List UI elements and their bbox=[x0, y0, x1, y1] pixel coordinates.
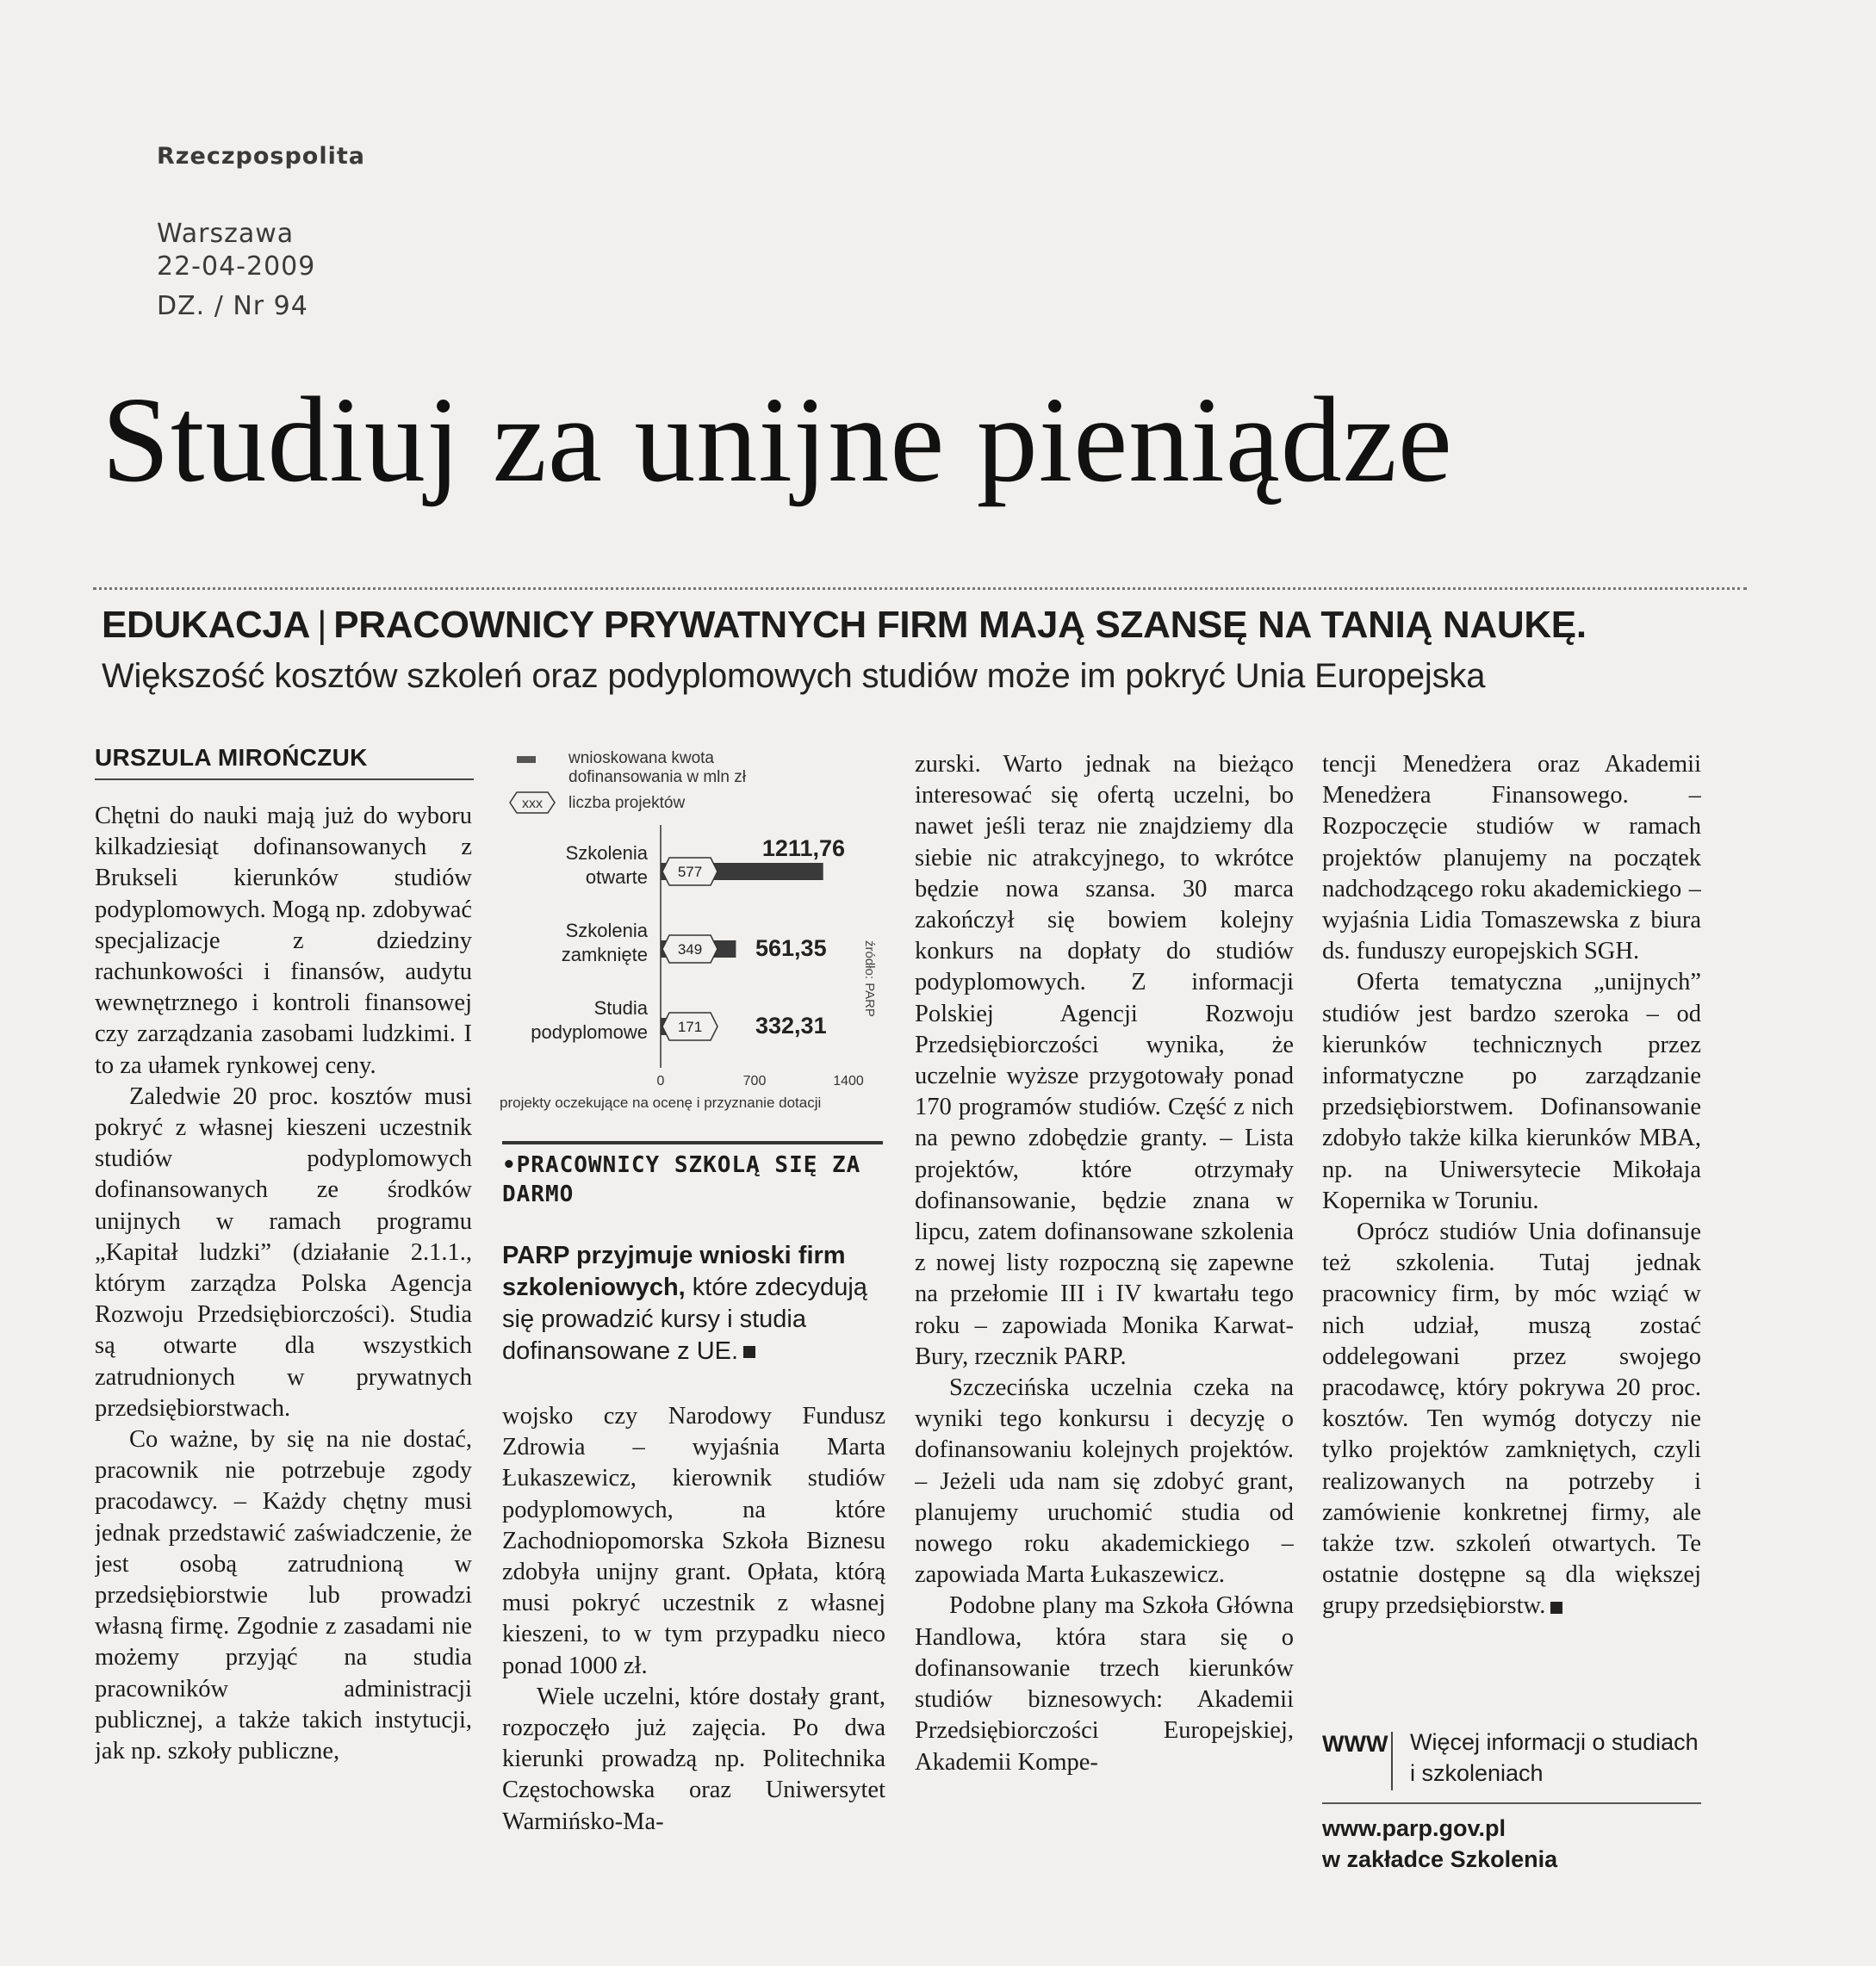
value-label: 1211,76 bbox=[761, 835, 845, 861]
funding-chart bbox=[500, 742, 896, 1121]
category-label: zamknięte bbox=[561, 944, 648, 965]
legend-badge-label: xxx bbox=[522, 797, 543, 811]
project-count-label: 577 bbox=[677, 864, 703, 880]
value-label: 561,35 bbox=[755, 935, 827, 961]
paragraph: tencji Menedżera oraz Akademii Menedżera Finansowego. – Rozpoczęcie studiów w ramach projektów planujemy na początek nadchodzącego roku akademickiego – wyjaśnia Lidia Tomaszewska z biura ds. funduszy europejskich SGH. bbox=[1322, 751, 1701, 965]
kicker bbox=[102, 601, 1790, 649]
chart-source: źródło: PARP bbox=[862, 940, 877, 1017]
chart-canvas bbox=[500, 742, 896, 1121]
headline-divider bbox=[93, 587, 1747, 590]
www-info-text: Więcej informacji o studiach i szkoleniach bbox=[1410, 1729, 1699, 1786]
paragraph: Co ważne, by się na nie dostać, pracownik nie potrzebuje zgody pracodawcy. – Każdy chętny musi jednak przedstawić zaświadczenie, że jest osobą zatrudnioną w przedsiębiorstwie lub prowadzi własną firmę. Zgodnie z zasadami nie możemy przyjąć na studia pracowników administracji publicznej, a także takich instytucji, jak np. szkoły publiczne, bbox=[95, 1426, 472, 1765]
kicker-text: PRACOWNICY PRYWATNYCH FIRM MAJĄ SZANSĘ NA TANIĄ NAUKĘ. bbox=[333, 604, 1587, 646]
category-label: otwarte bbox=[585, 866, 648, 888]
subhead: Większość kosztów szkoleń oraz podyplomowych studiów może im pokryć Unia Europejska bbox=[102, 657, 1486, 695]
paragraph: Szczecińska uczelnia czeka na wyniki tego konkursu i decyzję o dofinansowaniu kolejnych projektów. – Jeżeli uda nam się zdobyć grant, planujemy uruchomić studia od nowego roku akademickiego – zapowiada Marta Łukaszewicz. bbox=[915, 1374, 1294, 1589]
paragraph: Wiele uczelni, które dostały grant, rozpoczęło już zajęcia. Po dwa kierunki prowadzą np. Politechnika Częstochowska oraz Uniwersytet Warmińsko-Ma- bbox=[502, 1683, 885, 1835]
paragraph: Oferta tematyczna „unijnych” studiów jest bardzo szeroka – od kierunków technicznych przez informatyczne po zarządzanie przedsiębiorstwem. Dofinansowanie zdobyło także kilka kierunków MBA, np. na Uniwersytecie Mikołaja Kopernika w Toruniu. bbox=[1322, 969, 1701, 1214]
category-label: Studia bbox=[593, 997, 648, 1019]
sidebar-rule bbox=[502, 1141, 883, 1144]
category-label: podyplomowe bbox=[531, 1021, 648, 1043]
category-label: Szkolenia bbox=[565, 920, 648, 941]
paragraph: zurski. Warto jednak na bieżąco interesować się ofertą uczelni, bo nawet jeśli teraz nie znajdziemy dla siebie nic atrakcyjnego, to wkrótce będzie nowa szansa. 30 marca zakończył się bowiem kolejny konkurs na dopłaty do studiów podyplomowych. Z informacji Polskiej Agencji Rozwoju Przedsiębiorczości wynika, że uczelnie wyższe przygotowały ponad 170 programów studiów. Część z nich na pewno zdobędzie granty. – Lista projektów, które otrzymały dofinansowanie, będzie znana w lipcu, zatem dofinansowane szkolenia z nowej listy rozpoczną się zapewne na przełomie III i IV kwartału tego roku – zapowiada Monika Karwat-Bury, rzecznik PARP. bbox=[915, 751, 1294, 1370]
article-column-1 bbox=[95, 801, 472, 1873]
paragraph bbox=[1322, 1217, 1701, 1622]
kicker-separator: | bbox=[317, 604, 327, 646]
www-tab-note: w zakładce Szkolenia bbox=[1322, 1846, 1558, 1872]
article-column-3 bbox=[915, 749, 1294, 1873]
paragraph: Zaledwie 20 proc. kosztów musi pokryć z własnej kieszeni uczestnik studiów podyplomowych dofinansowanych ze środków unijnych w ramach programu „Kapitał ludzki” (działanie 2.1.1., którym zarządza Polska Agencja Rozwoju Przedsiębiorczości). Studia są otwarte dla wszystkich zatrudnionych w prywatnych przedsiębiorstwach. bbox=[95, 1082, 472, 1422]
www-url-link[interactable]: www.parp.gov.pl bbox=[1322, 1815, 1506, 1841]
article-column-4 bbox=[1322, 749, 1701, 1722]
article-column-2 bbox=[502, 1401, 885, 1875]
project-count-label: 171 bbox=[677, 1019, 703, 1035]
category-label: Szkolenia bbox=[565, 842, 648, 864]
value-label: 332,31 bbox=[755, 1013, 827, 1039]
sidebar-text bbox=[502, 1240, 885, 1368]
x-tick-label: 700 bbox=[742, 1074, 767, 1088]
sidebar-lead-bold: PARP przyjmuje wnioski firm szkoleniowych, bbox=[502, 1242, 846, 1301]
paragraph: Podobne plany ma Szkoła Główna Handlowa, która stara się o dofinansowanie trzech kierunków studiów biznesowych: Akademii Przedsiębiorczości Europejskiej, Akademii Kompe- bbox=[915, 1592, 1294, 1776]
paragraph: Chętni do nauki mają już do wyboru kilkadziesiąt dofinansowanych z Brukseli kierunków studiów podyplomowych. Mogą np. zdobywać specjalizacje z dziedziny rachunkowości i finansów, audytu wewnętrznego i kontroli finansowej czy zarządzania zasobami ludzkimi. I to za ułamek rynkowej ceny. bbox=[95, 803, 472, 1079]
publication-name: Rzeczpospolita bbox=[157, 143, 365, 170]
chart-caption: projekty oczekujące na ocenę i przyznanie dotacji bbox=[500, 1095, 822, 1111]
project-count-label: 349 bbox=[677, 941, 703, 958]
byline: URSZULA MIROŃCZUK bbox=[95, 744, 474, 780]
headline: Studiuj za unijne pieniądze bbox=[102, 371, 1453, 507]
end-mark-icon bbox=[1550, 1602, 1562, 1614]
x-tick-label: 0 bbox=[656, 1074, 665, 1088]
end-mark-icon bbox=[743, 1346, 755, 1358]
sidebar-title: •PRACOWNICY SZKOLĄ SIĘ ZA DARMO bbox=[502, 1152, 861, 1207]
paragraph: wojsko czy Narodowy Fundusz Zdrowia – wyjaśnia Marta Łukaszewicz, kierownik studiów podyplomowych, na które Zachodniopomorska Szkoła Biznesu zdobyła unijny grant. Opłata, którą musi pokryć uczestnik z własnej kieszeni, to w tym przypadku nieco ponad 1000 zł. bbox=[502, 1403, 885, 1679]
www-rule bbox=[1322, 1802, 1701, 1804]
www-label: WWW bbox=[1322, 1731, 1388, 1757]
legend-amount-label: wnioskowana kwota dofinansowania w mln zł bbox=[568, 749, 746, 786]
kicker-section: EDUKACJA bbox=[102, 604, 311, 646]
date: 22-04-2009 bbox=[157, 251, 316, 282]
sidebar-lead-rest: które zdecydują się prowadzić kursy i studia dofinansowane z UE. bbox=[502, 1274, 867, 1365]
x-tick-label: 1400 bbox=[833, 1074, 864, 1088]
paragraph-text: Oprócz studiów Unia dofinansuje też szkolenia. Tutaj jednak pracownicy firm, by móc wziąć w nich udział, muszą zostać oddelegowani przez swojego pracodawcę, który pokrywa 20 proc. kosztów. Ten wymóg dotyczy nie tylko projektów zamkniętych, czyli realizowanych na potrzeby i zamówienie konkretnej firmy, ale także tzw. szkoleń otwartych. Te ostatnie dostępne są dla większej grupy przedsiębiorstw. bbox=[1322, 1219, 1701, 1620]
issue-number: DZ. / Nr 94 bbox=[157, 291, 308, 321]
www-divider bbox=[1391, 1732, 1393, 1790]
legend-count-label: liczba projektów bbox=[568, 794, 686, 812]
city: Warszawa bbox=[157, 219, 295, 249]
legend-amount-swatch bbox=[517, 756, 536, 763]
